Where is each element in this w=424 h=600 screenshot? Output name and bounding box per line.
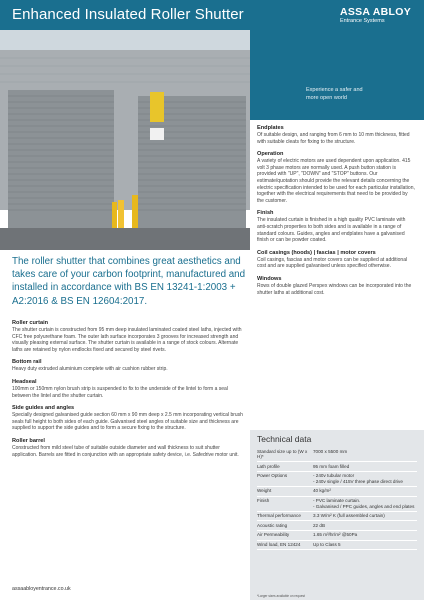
logo-main-text: ASSA ABLOY (339, 6, 411, 18)
section-body: 100mm or 150mm nylon brush strip is suspended to fix to the underside of the lintel to form a seal between the lintel and the shutter curtain. (12, 385, 228, 399)
technical-data-footnote: *Larger sizes available on request (257, 594, 306, 598)
section-body: Specially designed galvanised guide section 60 mm x 90 mm deep x 2.5 mm incorporating vertical brush seals full height to both sides of each guide. Galvanised steel angles of suitable size and thickness are supplied to support the side guides and to form a secure fixing to the structure. (12, 412, 243, 432)
technical-data-panel (250, 430, 424, 600)
section-heading: Windows (257, 275, 282, 282)
section-heading: Finish (257, 210, 274, 217)
row-label: Air Permeability (257, 532, 290, 538)
section-heading: Headseal (12, 378, 37, 385)
table-row (257, 521, 417, 531)
section-body: A variety of electric motors are used dependent upon application. 415 volt 3 phase motors are normally used. A push button station is provided with "UP", "DOWN" and "STOP" buttons. Our estimate/quotation should provide the relevant details concerning the electric specification intended to be used for each particular installation, together with the electrical requirements that need to be provided by the customer. (257, 158, 415, 204)
section-body: The shutter curtain is constructed from 95 mm deep insulated laminated coated steel laths, injected with CFC free polyurethane foam. The outer lath surface incorporates 3 grooves for increased strength and visually pleasing external surface. The shutter curtain is available in a range of stock colours. Alternate laths are retained by nylon endlocks fixed and secured by steel rivets. (12, 327, 242, 353)
technical-data-title: Technical data (257, 434, 312, 444)
section-finish (257, 210, 415, 243)
section-heading: Roller curtain (12, 320, 49, 326)
tagline-text: Experience a safer and more open world (306, 87, 363, 101)
intro-text: The roller shutter that combines great aesthetics and takes care of your carbon footprint, manufactured and installed in accordance with BS EN 13241-1:2003 + A2:2016 & BS EN 12604:2017. (12, 256, 246, 307)
table-row (257, 512, 417, 522)
section-heading: Roller barrel (12, 437, 45, 444)
row-value: - 240v tubular motor - 240v single / 415V three phase direct drive (313, 473, 403, 484)
row-label: Acoustic rating (257, 522, 288, 528)
left-column (12, 320, 246, 464)
row-value: 7000 x 5500 mm (313, 448, 348, 454)
section-endplates (257, 125, 415, 145)
row-label: Weight (257, 488, 272, 494)
section-side-guides (12, 405, 246, 432)
table-row (257, 472, 417, 487)
section-heading: Coil casings (hoods) | fascias | motor covers (257, 249, 376, 256)
table-row (257, 531, 417, 541)
row-value: 95 mm foam filled (313, 463, 350, 469)
row-label: Lath profile (257, 463, 280, 469)
section-coil-casings (257, 250, 415, 270)
row-value: Up to Class 5 (313, 542, 341, 548)
technical-data-table (257, 447, 417, 550)
header-bar (0, 0, 424, 30)
tagline-panel (250, 30, 424, 120)
table-row (257, 462, 417, 472)
row-value: 3.3 W/m² K (full assembled curtain) (313, 513, 385, 519)
section-windows (257, 276, 415, 296)
section-heading: Operation (257, 151, 284, 158)
table-row (257, 497, 417, 512)
row-label: Finish (257, 498, 270, 504)
section-heading: Side guides and angles (12, 405, 75, 412)
section-bottom-rail (12, 359, 246, 373)
table-row (257, 541, 417, 551)
section-roller-barrel (12, 438, 246, 458)
footer-url[interactable]: assaabloyentrance.co.uk (12, 586, 71, 592)
section-body: Of suitable design, and ranging from 6 mm to 10 mm thickness, fitted with suitable cleats for fixing to the structure. (257, 132, 410, 145)
row-label: Standard size up to (W x H)* (257, 448, 308, 460)
row-value: - PVC laminate curtain. - Galvanised / PPC guides, angles and end plates (313, 498, 415, 509)
section-body: The insulated curtain is finished in a high quality PVC laminate with anti-scratch properties to both sides and is available in a range of standard colours. Guides, angles and endplates have a galvanised finish or can be powder coated. (257, 217, 406, 244)
section-heading: Bottom rail (12, 359, 42, 366)
row-value: 22 dB (313, 522, 326, 528)
section-body: Coil casings, fascias and motor covers can be supplied at additional cost and are supplied galvanised unless specified otherwise. (257, 256, 408, 270)
section-roller-curtain (12, 320, 246, 353)
row-value: 1.65 m³/hr/m² @50Pa (313, 532, 358, 538)
row-label: Wind load, EN 12424 (257, 542, 301, 548)
page-title: Enhanced Insulated Roller Shutter (12, 6, 244, 23)
row-label: Power Options (257, 473, 288, 479)
row-value: 40 kg/m² (313, 488, 331, 494)
section-heading: Endplates (257, 125, 284, 131)
row-label: Thermal performance (257, 513, 301, 519)
section-operation (257, 151, 415, 204)
brand-logo (340, 6, 411, 24)
section-body: Constructed from mild steel tube of suitable outside diameter and wall thickness to suit shutter application. Barrels are fitted in conjunction with an appropriate safety device, i.e. Safedrive motor unit. (12, 444, 239, 458)
right-column (257, 125, 415, 302)
section-body: Rows of double glazed Perspex windows can be incorporated into the shutter laths at additional cost. (257, 282, 412, 296)
section-headseal (12, 379, 246, 399)
table-row (257, 487, 417, 497)
section-body: Heavy duty extruded aluminium complete with air cushion rubber strip. (12, 366, 168, 373)
table-row (257, 447, 417, 462)
product-photo (0, 30, 250, 250)
logo-sub-text: Entrance Systems (339, 18, 385, 24)
